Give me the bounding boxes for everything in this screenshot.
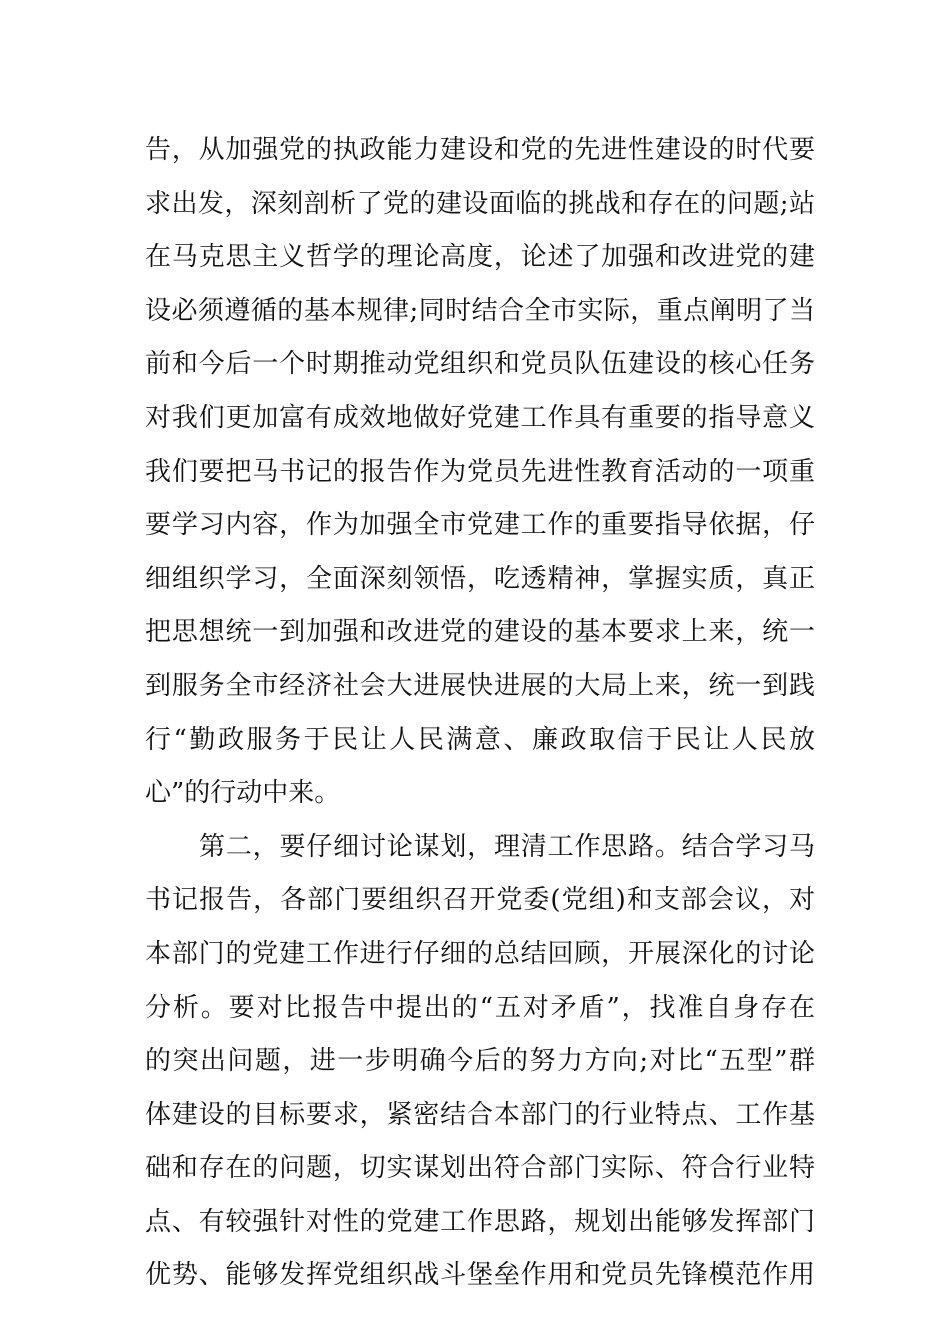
- text-line: 分析。要对比报告中提出的“五对矛盾”，找准自身存在: [145, 992, 815, 1023]
- paragraph-end-line: 心”的行动中来。: [145, 778, 341, 809]
- paragraph-start-line: 第二，要仔细讨论谋划，理清工作思路。结合学习马: [199, 831, 815, 862]
- text-line: 把思想统一到加强和改进党的建设的基本要求上来，统一: [145, 617, 815, 648]
- text-line: 到服务全市经济社会大进展快进展的大局上来，统一到践: [145, 670, 815, 701]
- text-line: 优势、能够发挥党组织战斗堡垒作用和党员先锋模范作用: [145, 1260, 815, 1291]
- text-line: 体建设的目标要求，紧密结合本部门的行业特点、工作基: [145, 1099, 815, 1130]
- text-line: 细组织学习，全面深刻领悟，吃透精神，掌握实质，真正: [145, 563, 815, 594]
- text-line: 求出发，深刻剖析了党的建设面临的挑战和存在的问题;站: [145, 188, 815, 219]
- text-line: 的突出问题，进一步明确今后的努力方向;对比“五型”群: [145, 1046, 815, 1077]
- text-line: 告，从加强党的执政能力建设和党的先进性建设的时代要: [145, 135, 815, 165]
- text-line: 点、有较强针对性的党建工作思路，规划出能够发挥部门: [145, 1206, 815, 1237]
- text-line: 在马克思主义哲学的理论高度，论述了加强和改进党的建: [145, 242, 815, 273]
- text-line: 行“勤政服务于民让人民满意、廉政取信于民让人民放: [145, 724, 815, 755]
- text-line: 要学习内容，作为加强全市党建工作的重要指导依据，仔: [145, 510, 815, 541]
- text-line: 对我们更加富有成效地做好党建工作具有重要的指导意义: [145, 402, 815, 433]
- text-line: 书记报告，各部门要组织召开党委(党组)和支部会议，对: [145, 885, 815, 916]
- text-line: 本部门的党建工作进行仔细的总结回顾，开展深化的讨论: [145, 938, 815, 969]
- text-line: 我们要把马书记的报告作为党员先进性教育活动的一项重: [145, 456, 815, 487]
- text-line: 设必须遵循的基本规律;同时结合全市实际，重点阐明了当: [145, 295, 815, 326]
- text-line: 础和存在的问题，切实谋划出符合部门实际、符合行业特: [145, 1153, 815, 1184]
- body-text: [145, 124, 815, 1303]
- text-line: 前和今后一个时期推动党组织和党员队伍建设的核心任务: [145, 349, 815, 380]
